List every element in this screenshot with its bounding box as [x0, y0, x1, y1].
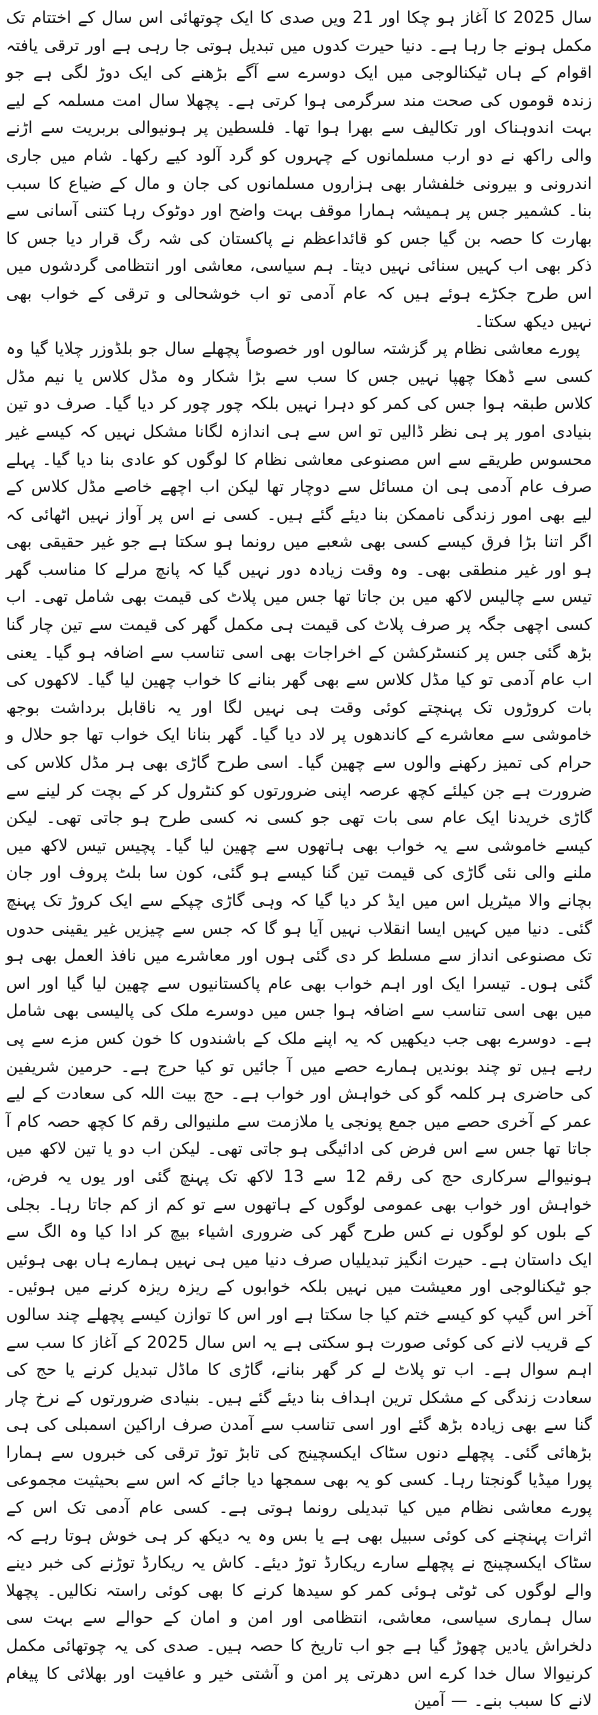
article-paragraph-1: سال 2025 کا آغاز ہو چکا اور 21 ویں صدی کا ایک چوتھائی اس سال کے اختتام تک مکمل ہونے جا رہا ہے۔ دنیا حیرت کدوں میں تبدیل ہوتی جا رہی ہے اور ترقی یافتہ اقوام کے ہاں ٹیکنالوجی میں ایک دوسرے سے آگے بڑھنے کی ایک دوڑ لگی ہے جو زندہ قوموں کی صحت مند سرگرمی ہوا کرتی ہے۔ پچھلا سال امت مسلمہ کے لیے بہت اندوہناک اور تکالیف سے بھرا ہوا تھا۔ فلسطین پر ہونیوالی بربریت سے اڑنے والی راکھ نے دو ارب مسلمانوں کے چہروں کو گرد آلود کیے رکھا۔ شام میں جاری اندرونی و بیرونی خلفشار بھی ہزاروں مسلمانوں کی جان و مال کے ضیاع کا سبب بنا۔ کشمیر جس پر ہمیشہ ہمارا موقف بہت واضح اور دوٹوک رہا کتنی آسانی سے بھارت کا حصہ بن گیا جس کو قائداعظم نے پاکستان کی شہ رگ قرار دیا جس کا ذکر بھی اب کہیں سنائی نہیں دیتا۔ ہم سیاسی، معاشی اور انتظامی گردشوں میں اس طرح جکڑے ہوئے ہیں کہ عام آدمی تو اب خوشحالی و ترقی کے خواب بھی نہیں دیکھ سکتا۔ — [5, 8, 592, 331]
article-paragraph-2: پورے معاشی نظام پر گزشتہ سالوں اور خصوصاً پچھلے سال جو بلڈوزر چلایا گیا وہ کسی سے ڈھکا چھپا نہیں جس کا سب سے بڑا شکار وہ مڈل کلاس یا نیم مڈل کلاس طبقہ ہوا جس کی کمر کو دہرا نہیں بلکہ چور چور کر دیا گیا۔ صرف دو تین بنیادی امور پر ہی نظر ڈالیں تو اس سے ہی اندازہ لگانا مشکل نہیں کہ کیسے غیر محسوس طریقے سے اس مصنوعی معاشی نظام کا لوگوں کو عادی بنا دیا گیا۔ پہلے صرف عام آدمی ہی ان مسائل سے دوچار تھا لیکن اب اچھے خاصے مڈل کلاس کے لیے بھی امور زندگی ناممکن بنا دیئے گئے ہیں۔ کسی نے اس پر آواز نہیں اٹھائی کہ اگر اتنا بڑا فرق کیسے کسی بھی شعبے میں رونما ہو سکتا ہے جو غیر حقیقی بھی ہو اور غیر منطقی بھی۔ وہ وقت زیادہ دور نہیں گیا کہ پانچ مرلے کا مناسب گھر تیس سے چالیس لاکھ میں بن جاتا تھا جس میں پلاٹ کی قیمت بھی شامل تھی۔ اب کسی اچھی جگہ پر صرف پلاٹ کی قیمت ہی مکمل گھر کی قیمت سے تین چار گنا بڑھ گئی جس پر کنسٹرکشن کے اخراجات بھی اسی تناسب سے اضافہ ہو گیا۔ یعنی اب عام آدمی تو کیا مڈل کلاس سے بھی گھر بنانے کا خواب چھین لیا گیا۔ لاکھوں کی بات کروڑوں تک پہنچتے کوئی وقت ہی نہیں لگا اور یہ ناقابل برداشت بوجھ خاموشی سے معاشرے کے کاندھوں پر لاد دیا گیا۔ گھر بنانا ایک خواب تھا جو حلال و حرام کی تمیز رکھنے والوں سے چھین گیا۔ اسی طرح گاڑی بھی ہر مڈل کلاس کی ضرورت ہے جن کیلئے کچھ عرصہ اپنی ضرورتوں کو کنٹرول کر کے بچت کر لینے سے گاڑی خریدنا ایک عام سی بات تھی جو کسی نہ کسی طرح ہو جاتی تھی۔ لیکن کیسے خاموشی سے یہ خواب بھی ہاتھوں سے چھین لیا گیا۔ پچیس تیس لاکھ میں ملنے والی نئی گاڑی کی قیمت تین گنا کیسے ہو گئی، کون سا بلٹ پروف اور جان بچانے والا میٹریل اس میں ایڈ کر دیا گیا کہ وہی گاڑی چپکے سے ایک کروڑ تک پہنچ گئی۔ دنیا میں کہیں ایسا انقلاب نہیں آیا ہو گا کہ جس سے چیزیں غیر یقینی حدوں تک مصنوعی انداز سے مسلط کر دی گئی ہوں اور معاشرے میں نافذ العمل بھی ہو گئی ہوں۔ تیسرا ایک اور اہم خواب بھی عام پاکستانیوں سے چھین لیا گیا اور اس میں بھی اسی تناسب سے اضافہ ہوا جس میں دوسرے ملک کی پالیسی بھی شامل ہے۔ دوسرے بھی جب دیکھیں کہ یہ اپنے ملک کے باشندوں کا خون کس مزے سے پی رہے ہیں تو چند بوندیں ہمارے حصے میں آ جائیں تو کیا حرج ہے۔ حرمین شریفین کی حاضری ہر کلمہ گو کی خواہش اور خواب ہے۔ حج بیت اللہ کی سعادت کے لیے عمر کے آخری حصے میں جمع پونجی یا ملازمت سے ملنیوالی رقم کا کچھ حصہ کام آ جاتا تھا جس سے اس فرض کی ادائیگی ہو جاتی تھی۔ لیکن اب دو یا تین لاکھ میں ہونیوالے سرکاری حج کی رقم 12 سے 13 لاکھ تک پہنچ گئی اور یوں یہ فرض، خواہش اور خواب بھی عمومی لوگوں کے ہاتھوں سے تو کم از کم جاتا رہا۔ بجلی کے بلوں کو لوگوں نے کس طرح گھر کی ضروری اشیاء بیچ کر ادا کیا وہ الگ سے ایک داستان ہے۔ حیرت انگیز تبدیلیاں صرف دنیا میں ہی نہیں ہمارے ہاں بھی ہوئیں جو ٹیکنالوجی اور معیشت میں نہیں بلکہ خوابوں کے ریزہ ریزہ کرنے میں ہوئیں۔ آخر اس گیپ کو کیسے ختم کیا جا سکتا ہے اور اس کا توازن کیسے پچھلے چند سالوں کے قریب لانے کی کوئی صورت ہو سکتی ہے یہ اس سال 2025 کے آغاز کا سب سے اہم سوال ہے۔ اب تو پلاٹ لے کر گھر بنانے، گاڑی کا ماڈل تبدیل کرنے یا حج کی سعادت زندگی کے مشکل ترین اہداف بنا دیئے گئے ہیں۔ بنیادی ضرورتوں کے نرخ چار گنا سے بھی زیادہ بڑھ گئے اور اسی تناسب سے آمدن صرف اراکین اسمبلی کی ہی بڑھائی گئی۔ پچھلے دنوں سٹاک ایکسچینج کی تابڑ توڑ ترقی کی خبروں سے ہمارا پورا میڈیا گونجتا رہا۔ کسی کو یہ بھی سمجھا دیا جائے کہ اس سے بحیثیت مجموعی پورے معاشی نظام میں کیا تبدیلی رونما ہوتی ہے۔ کسی عام آدمی تک اس کے اثرات پہنچنے کی کوئی سبیل بھی ہے یا بس وہ یہ دیکھ کر ہی خوش ہوتا رہے کہ سٹاک ایکسچینج نے پچھلے سارے ریکارڈ توڑ دیئے۔ کاش یہ ریکارڈ توڑنے کی خبر دینے والے لوگوں کی ٹوٹی ہوئی کمر کو سیدھا کرنے کا بھی کوئی راستہ نکالیں۔ پچھلا سال ہماری سیاسی، معاشی، انتظامی اور امن و امان کے حوالے سے بہت سی دلخراش یادیں چھوڑ گیا ہے جو اب تاریخ کا حصہ ہیں۔ صدی کی یہ چوتھائی مکمل کرنیوالا سال خدا کرے اس دھرتی پر امن و آشتی خیر و عافیت اور بھلائی کا پیغام لانے کا سبب بنے۔ — آمین — [6, 339, 593, 1711]
closing-amen: آمین — [413, 1691, 445, 1711]
article-paragraph-2-text: پورے معاشی نظام پر گزشتہ سالوں اور خصوصاً پچھلے سال جو بلڈوزر چلایا گیا وہ کسی سے ڈھکا چھپا نہیں جس کا سب سے بڑا شکار وہ مڈل کلاس یا نیم مڈل کلاس طبقہ ہوا جس کی کمر کو دہرا نہیں بلکہ چور چور کر دیا گیا۔ صرف دو تین بنیادی امور پر ہی نظر ڈالیں تو اس سے ہی اندازہ لگانا مشکل نہیں کہ کیسے غیر محسوس طریقے سے اس مصنوعی معاشی نظام کا لوگوں کو عادی بنا دیا گیا۔ پہلے صرف عام آدمی ہی ان مسائل سے دوچار تھا لیکن اب اچھے خاصے مڈل کلاس کے لیے بھی امور زندگی ناممکن بنا دیئے گئے ہیں۔ کسی نے اس پر آواز نہیں اٹھائی کہ اگر اتنا بڑا فرق کیسے کسی بھی شعبے میں رونما ہو سکتا ہے جو غیر حقیقی بھی ہو اور غیر منطقی بھی۔ وہ وقت زیادہ دور نہیں گیا کہ پانچ مرلے کا مناسب گھر تیس سے چالیس لاکھ میں بن جاتا تھا جس میں پلاٹ کی قیمت بھی شامل تھی۔ اب کسی اچھی جگہ پر صرف پلاٹ کی قیمت ہی مکمل گھر کی قیمت سے تین چار گنا بڑھ گئی جس پر کنسٹرکشن کے اخراجات بھی اسی تناسب سے اضافہ ہو گیا۔ یعنی اب عام آدمی تو کیا مڈل کلاس سے بھی گھر بنانے کا خواب چھین لیا گیا۔ لاکھوں کی بات کروڑوں تک پہنچتے کوئی وقت ہی نہیں لگا اور یہ ناقابل برداشت بوجھ خاموشی سے معاشرے کے کاندھوں پر لاد دیا گیا۔ گھر بنانا ایک خواب تھا جو حلال و حرام کی تمیز رکھنے والوں سے چھین گیا۔ اسی طرح گاڑی بھی ہر مڈل کلاس کی ضرورت ہے جن کیلئے کچھ عرصہ اپنی ضرورتوں کو کنٹرول کر کے بچت کر لینے سے گاڑی خریدنا ایک عام سی بات تھی جو کسی نہ کسی طرح ہو جاتی تھی۔ لیکن کیسے خاموشی سے یہ خواب بھی ہاتھوں سے چھین لیا گیا۔ پچیس تیس لاکھ میں ملنے والی نئی گاڑی کی قیمت تین گنا کیسے ہو گئی، کون سا بلٹ پروف اور جان بچانے والا میٹریل اس میں ایڈ کر دیا گیا کہ وہی گاڑی چپکے سے ایک کروڑ تک پہنچ گئی۔ دنیا میں کہیں ایسا انقلاب نہیں آیا ہو گا کہ جس سے چیزیں غیر یقینی حدوں تک مصنوعی انداز سے مسلط کر دی گئی ہوں اور معاشرے میں نافذ العمل بھی ہو گئی ہوں۔ تیسرا ایک اور اہم خواب بھی عام پاکستانیوں سے چھین لیا گیا اور اس میں بھی اسی تناسب سے اضافہ ہوا جس میں دوسرے ملک کی پالیسی بھی شامل ہے۔ دوسرے بھی جب دیکھیں کہ یہ اپنے ملک کے باشندوں کا خون کس مزے سے پی رہے ہیں تو چند بوندیں ہمارے حصے میں آ جائیں تو کیا حرج ہے۔ حرمین شریفین کی حاضری ہر کلمہ گو کی خواہش اور خواب ہے۔ حج بیت اللہ کی سعادت کے لیے عمر کے آخری حصے میں جمع پونجی یا ملازمت سے ملنیوالی رقم کا کچھ حصہ کام آ جاتا تھا جس سے اس فرض کی ادائیگی ہو جاتی تھی۔ لیکن اب دو یا تین لاکھ میں ہونیوالے سرکاری حج کی رقم 12 سے 13 لاکھ تک پہنچ گئی اور یوں یہ فرض، خواہش اور خواب بھی عمومی لوگوں کے ہاتھوں سے تو کم از کم جاتا رہا۔ بجلی کے بلوں کو لوگوں نے کس طرح گھر کی ضروری اشیاء بیچ کر ادا کیا وہ الگ سے ایک داستان ہے۔ حیرت انگیز تبدیلیاں صرف دنیا میں ہی نہیں ہمارے ہاں بھی ہوئیں جو ٹیکنالوجی اور معیشت میں نہیں بلکہ خوابوں کے ریزہ ریزہ کرنے میں ہوئیں۔ آخر اس گیپ کو کیسے ختم کیا جا سکتا ہے اور اس کا توازن کیسے پچھلے چند سالوں کے قریب لانے کی کوئی صورت ہو سکتی ہے یہ اس سال 2025 کے آغاز کا سب سے اہم سوال ہے۔ اب تو پلاٹ لے کر گھر بنانے، گاڑی کا ماڈل تبدیل کرنے یا حج کی سعادت زندگی کے مشکل ترین اہداف بنا دیئے گئے ہیں۔ بنیادی ضرورتوں کے نرخ چار گنا سے بھی زیادہ بڑھ گئے اور اسی تناسب سے آمدن صرف اراکین اسمبلی کی ہی بڑھائی گئی۔ پچھلے دنوں سٹاک ایکسچینج کی تابڑ توڑ ترقی کی خبروں سے ہمارا پورا میڈیا گونجتا رہا۔ کسی کو یہ بھی سمجھا دیا جائے کہ اس سے بحیثیت مجموعی پورے معاشی نظام میں کیا تبدیلی رونما ہوتی ہے۔ کسی عام آدمی تک اس کے اثرات پہنچنے کی کوئی سبیل بھی ہے یا بس وہ یہ دیکھ کر ہی خوش ہوتا رہے کہ سٹاک ایکسچینج نے پچھلے سارے ریکارڈ توڑ دیئے۔ کاش یہ ریکارڈ توڑنے کی خبر دینے والے لوگوں کی ٹوٹی ہوئی کمر کو سیدھا کرنے کا بھی کوئی راستہ نکالیں۔ پچھلا سال ہماری سیاسی، معاشی، انتظامی اور امن و امان کے حوالے سے بہت سی دلخراش یادیں چھوڑ گیا ہے جو اب تاریخ کا حصہ ہیں۔ صدی کی یہ چوتھائی مکمل کرنیوالا سال خدا کرے اس دھرتی پر امن و آشتی خیر و عافیت اور بھلائی کا پیغام لانے کا سبب بنے۔ — [6, 339, 593, 1711]
article-column — [6, 4, 592, 1715]
